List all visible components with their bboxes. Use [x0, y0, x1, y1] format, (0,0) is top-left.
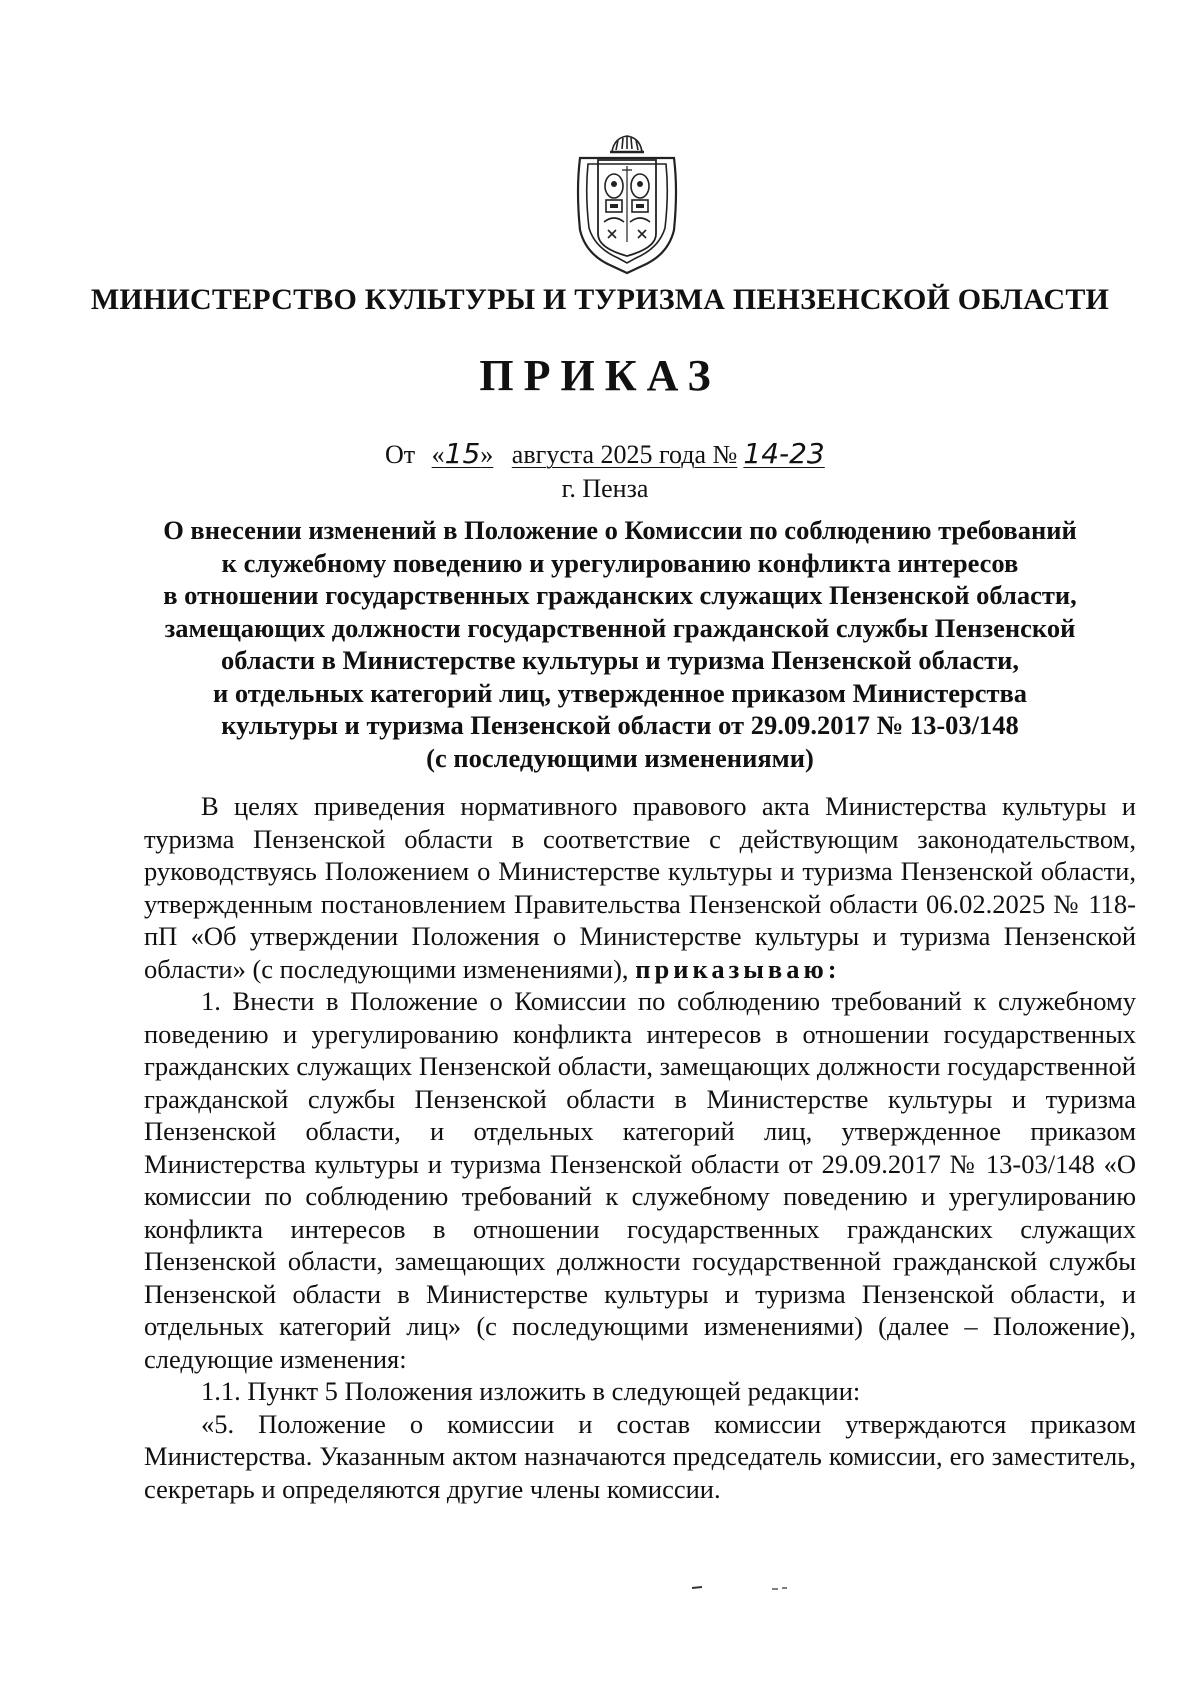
date-number-line	[385, 437, 839, 473]
intro-text: В целях приведения нормативного правового акта Министерства культуры и туризма Пензенской области в соответствие с действующим законодательством, руководствуясь Положением о Министерстве культуры и туризма Пензенской области, утвержденным постановлением Правительства Пензенской области 06.02.2025 № 118-пП «Об утверждении Положения о Министерстве культуры и туризма Пензенской области» (с последующими изменениями),	[144, 791, 1136, 984]
city: г. Пенза	[561, 474, 649, 503]
title-line: и отдельных категорий лиц, утвержденное приказом Министерства	[212, 677, 1028, 708]
item-5-paragraph: «5. Положение о комиссии и состав комиссии утверждаются приказом Министерства. Указанным актом назначаются председатель комиссии, его заместитель, секретарь и определяются другие члены комиссии.	[144, 1408, 1136, 1504]
date-close-quote: »	[480, 440, 494, 469]
ministry-name: МИНИСТЕРСТВО КУЛЬТУРЫ И ТУРИЗМА ПЕНЗЕНСКОЙ ОБЛАСТИ	[90, 283, 1110, 316]
title-line: культуры и туризма Пензенской области от 29.09.2017 № 13-03/148	[221, 710, 1019, 740]
date-day-handwritten: 15	[444, 437, 481, 470]
order-number-handwritten: 14-23	[743, 437, 825, 470]
title-line: к служебному поведению и урегулированию конфликта интересов	[221, 547, 1019, 578]
title-line: (с последующими изменениями)	[426, 742, 814, 773]
title-line: в отношении государственных гражданских служащих Пензенской области,	[163, 580, 1077, 610]
title-line: замещающих должности государственной гражданской службы Пензенской	[164, 612, 1076, 643]
intro-paragraph	[144, 790, 1136, 985]
date-month-year: августа 2025 года №	[511, 440, 738, 469]
date-open-quote: «	[431, 440, 445, 469]
document-type-title: ПРИКАЗ	[479, 351, 721, 400]
title-line: области в Министерстве культуры и туризма Пензенской области,	[220, 645, 1020, 675]
item-1-paragraph: 1. Внести в Положение о Комиссии по соблюдению требований к служебному поведению и урегулированию конфликта интересов в отношении государственных гражданских служащих Пензенской области, замещающих должности государственной гражданской службы Пензенской области в Министерстве культуры и туризма Пензенской области, и отдельных категорий лиц, утвержденное приказом Министерства культуры и туризма Пензенской области от 29.09.2017 № 13-03/148 «О комиссии по соблюдению требований к служебному поведению и урегулированию конфликта интересов в отношении государственных гражданских служащих Пензенской области, замещающих должности государственной гражданской службы Пензенской области в Министерстве культуры и туризма Пензенской области, и отдельных категорий лиц» (с последующими изменениями) (далее – Положение), следующие изменения:	[144, 986, 1136, 1374]
order-body	[144, 790, 1136, 1505]
date-prefix: От	[385, 440, 416, 469]
order-title	[120, 514, 1120, 774]
item-1-1-paragraph: 1.1. Пункт 5 Положения изложить в следующей редакции:	[201, 1376, 861, 1406]
order-word: приказываю:	[635, 953, 841, 984]
scan-marks	[690, 1583, 790, 1593]
coat-of-arms-icon	[562, 130, 692, 275]
title-line: О внесении изменений в Положение о Комиссии по соблюдению требований	[163, 515, 1077, 545]
